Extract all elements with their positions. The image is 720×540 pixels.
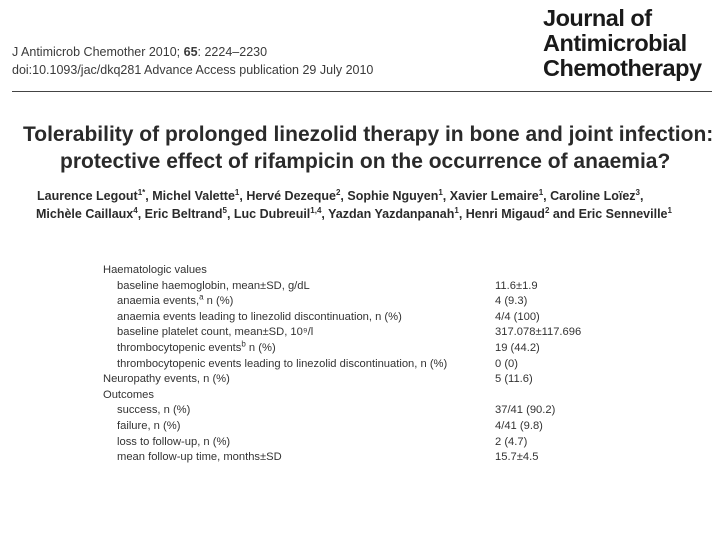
header-divider (12, 91, 712, 92)
row-label: anaemia events leading to linezolid discontinuation, n (%) (117, 310, 402, 323)
row-value: 0 (0) (495, 357, 519, 370)
citation-line-1 (12, 43, 373, 61)
row-label: baseline platelet count, mean±SD, 10⁹/l (117, 326, 314, 339)
table-row (103, 325, 603, 341)
table-row (103, 450, 603, 466)
author-affiliation: 1 (538, 187, 544, 197)
citation-doi: doi:10.1093/jac/dkq281 Advance Access publication 29 July 2010 (12, 63, 374, 77)
row-value: 4/41 (9.8) (495, 419, 543, 432)
row-label: baseline haemoglobin, mean±SD, g/dL (117, 279, 310, 292)
author-affiliation: 1,4 (310, 205, 322, 215)
citation-journal: J Antimicrob Chemother 2010; (12, 45, 184, 59)
row-value: 37/41 (90.2) (495, 404, 556, 417)
journal-logo-line-1: Journal of (543, 5, 652, 31)
footnote-marker: a (199, 292, 204, 302)
row-label: anaemia events,$^a$ n (%) (117, 292, 234, 308)
author-name: Eric Senneville (578, 207, 668, 221)
row-label: failure, n (%) (117, 419, 181, 432)
author-affiliation: 2 (335, 187, 341, 197)
table-row (103, 403, 603, 419)
journal-logo-line-3: Chemotherapy (543, 55, 702, 81)
author-name: Eric Beltrand (144, 207, 223, 221)
title-line-1: Tolerability of prolonged linezolid therapy in bone and joint infection: (23, 123, 714, 146)
journal-logo-line-2: Antimicrobial (543, 30, 687, 56)
author-affiliation: 1 (454, 205, 459, 215)
author-line-2: Michèle Caillaux$^4$, Eric Beltrand$^5$, Luc Dubreuil$^{1,4}$, Yazdan Yazdanpanah$^1$, Henri Migaud$^2$ and Eric Senneville$^1$ (36, 205, 672, 221)
author-name: Yazdan Yazdanpanah (328, 207, 455, 221)
table-row (103, 279, 603, 295)
row-label: success, n (%) (117, 404, 191, 417)
row-value: 11.6±1.9 (495, 279, 538, 292)
row-value: 4/4 (100) (495, 310, 540, 323)
author-name: Henri Migaud (465, 207, 545, 221)
row-label: mean follow-up time, months±SD (117, 451, 282, 464)
row-value: 5 (11.6) (495, 373, 533, 386)
author-affiliation: 5 (222, 205, 227, 215)
citation (12, 43, 373, 79)
author-name: Caroline Loïez (550, 189, 636, 203)
row-label: loss to follow-up, n (%) (117, 435, 231, 448)
table-row (103, 419, 603, 435)
author-line-1: Laurence Legout$^{1*}$, Michel Valette$^1$, Hervé Dezeque$^2$, Sophie Nguyen$^1$, Xavier Lemaire$^1$, Caroline Loïez$^3$, (37, 187, 644, 203)
journal-logo (543, 6, 702, 81)
author-name: Michèle Caillaux (36, 207, 134, 221)
table-row (103, 388, 603, 404)
row-value: 19 (44.2) (495, 341, 540, 354)
footnote-marker: b (241, 339, 246, 349)
row-label: thrombocytopenic events leading to linezolid discontinuation, n (%) (117, 357, 448, 370)
table-row (103, 435, 603, 451)
row-value: 317.078±117.696 (495, 326, 582, 339)
author-affiliation: 1 (667, 205, 672, 215)
row-label: Outcomes (103, 388, 154, 401)
author-affiliation: 3 (635, 187, 640, 197)
table-row (103, 372, 603, 388)
author-name: Sophie Nguyen (347, 189, 439, 203)
table-row (103, 310, 603, 326)
row-value: 2 (4.7) (495, 435, 528, 448)
table-row (103, 341, 603, 357)
row-label: thrombocytopenic events$^b$ n (%) (117, 339, 276, 354)
author-affiliation: 2 (544, 205, 550, 215)
citation-pages: : 2224–2230 (197, 45, 268, 59)
author-name: Xavier Lemaire (449, 189, 539, 203)
author-affiliation: 4 (133, 205, 138, 215)
author-affiliation: 1 (234, 187, 240, 197)
author-name: Luc Dubreuil (233, 207, 311, 221)
author-affiliation: 1 (438, 187, 443, 197)
author-name: Hervé Dezeque (246, 189, 336, 203)
row-value: 4 (9.3) (495, 295, 528, 308)
title-line-2: protective effect of rifampicin on the occurrence of anaemia? (60, 150, 671, 173)
row-label: Haematologic values (103, 264, 207, 276)
author-affiliation: 1* (137, 187, 146, 197)
author-list (37, 187, 707, 223)
table-row (103, 263, 603, 279)
table-row (103, 357, 603, 373)
results-table (103, 263, 603, 466)
row-label: Neuropathy events, n (%) (103, 373, 230, 386)
citation-volume: 65 (183, 45, 198, 59)
table-row (103, 294, 603, 310)
author-name: Laurence Legout (37, 189, 138, 203)
paper-title (23, 121, 714, 175)
author-name: Michel Valette (152, 189, 235, 203)
row-value: 15.7±4.5 (495, 451, 539, 464)
